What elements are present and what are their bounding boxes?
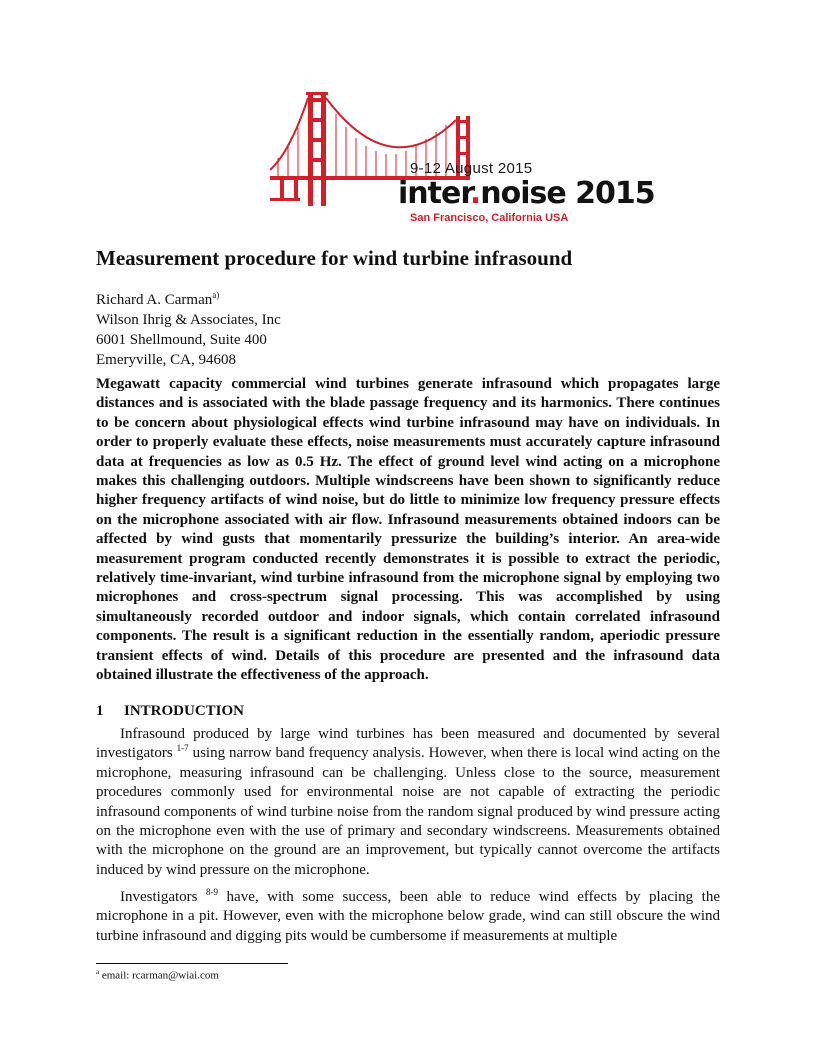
section-heading	[96, 703, 244, 720]
brand-suffix: noise 2015	[480, 176, 655, 211]
conference-logo	[270, 92, 655, 232]
author-name: Richard A. Carman$^{a)}$	[96, 290, 220, 308]
conference-dates: 9-12 August 2015	[410, 160, 533, 177]
author-mark: a)	[212, 290, 220, 300]
footnote-divider	[96, 963, 288, 964]
paper-title: Measurement procedure for wind turbine infrasound	[96, 246, 573, 270]
footnote	[96, 968, 219, 982]
conference-location: San Francisco, California USA	[410, 212, 569, 224]
footnote-text: email: rcarman@wiai.com	[99, 969, 219, 982]
brand-dot: .	[469, 176, 481, 211]
conference-name	[398, 176, 655, 211]
author-block	[96, 285, 281, 370]
abstract: Megawatt capacity commercial wind turbines generate infrasound which propagates large distances and is associated with the blade passage frequency and its harmonics. There continues to be concern about physiological effects wind turbine infrasound may have on individuals. In order to properly evaluate these effects, noise measurements must accurately capture infrasound data at frequencies as low as 0.5 Hz. The effect of ground level wind acting on a microphone makes this challenging outdoors. Multiple windscreens have been shown to significantly reduce higher frequency artifacts of wind noise, but do little to minimize low frequency pressure effects on the microphone associated with air flow. Infrasound measurements obtained indoors can be affected by wind gusts that momentarily pressurize the building’s interior. An area-wide measurement program conducted recently demonstrates it is possible to extract the periodic, relatively time-invariant, wind turbine infrasound from the microphone signal by employing two microphones and cross-spectrum signal processing. This was accomplished by using simultaneously recorded outdoor and indoor signals, which contain correlated infrasound components. The result is a significant reduction in the essentially random, aperiodic pressure transient effects of wind. Details of this procedure are presented and the infrasound data obtained illustrate the effectiveness of the approach.	[96, 376, 720, 684]
affiliation-line: 6001 Shellmound, Suite 400	[96, 332, 267, 348]
section-number: 1	[96, 703, 104, 719]
footnote-mark: a	[96, 968, 100, 976]
brand-prefix: inter	[398, 176, 470, 211]
body-paragraph: Investigators $^{8-9}$ have, with some success, been able to reduce wind effects by placing the microphone in a pit. However, even with the microphone below grade, wind can still obscure the wind turbine infrasound and digging pits would be cumbersome if measurements at multiple	[96, 887, 721, 944]
citation-ref: 1-7	[176, 743, 189, 754]
section-title: INTRODUCTION	[124, 703, 245, 719]
body-paragraph: Infrasound produced by large wind turbines has been measured and documented by several investigators $^{1-7}$ using narrow band frequency analysis. However, when there is local wind acting on the microphone, measuring infrasound can be challenging. Unless close to the source, measurement procedures commonly used for environmental noise are not capable of extracting the periodic infrasound components of wind turbine noise from the random signal produced by wind pressure acting on the microphone even with the use of primary and secondary windscreens. Measurements obtained with the microphone on the ground are an improvement, but typically cannot overcome the artifacts induced by wind pressure on the microphone.	[96, 726, 721, 878]
affiliation-line: Wilson Ihrig & Associates, Inc	[96, 312, 281, 328]
citation-ref: 8-9	[206, 887, 219, 897]
affiliation-line: Emeryville, CA, 94608	[96, 352, 236, 368]
